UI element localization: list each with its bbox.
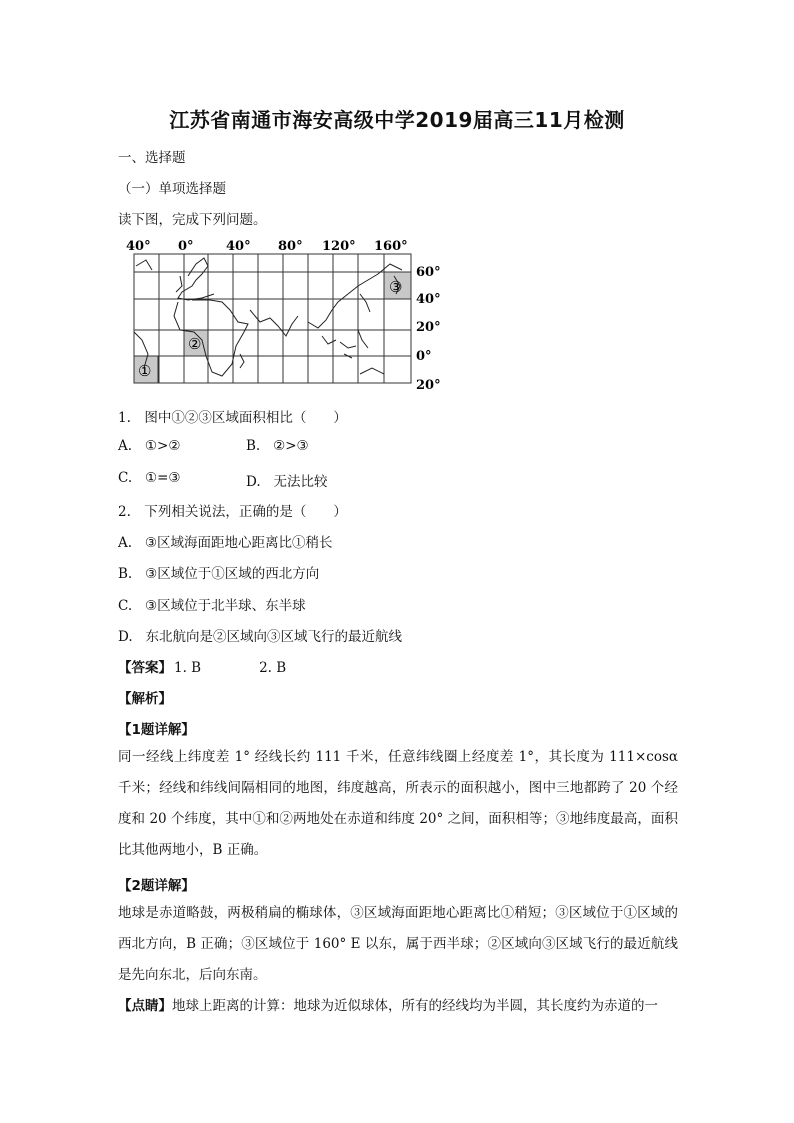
- q2-option-a: A. ③区域海面距地心距离比①稍长: [118, 535, 333, 551]
- region-3-label: ③: [389, 278, 403, 296]
- q2-option-c: C. ③区域位于北半球、东半球: [118, 598, 306, 614]
- continent-outlines: [134, 258, 402, 376]
- detail-2-heading: 【2题详解】: [118, 878, 195, 894]
- question-1-stem: 1. 图中①②③区域面积相比（ ）: [118, 410, 347, 426]
- section-heading: 一、选择题: [118, 150, 186, 166]
- tip-heading: 【点睛】: [118, 998, 172, 1014]
- q1-option-b: B. ②>③: [246, 438, 309, 454]
- answer-label: 【答案】: [118, 660, 172, 676]
- q2-option-b: B. ③区域位于①区域的西北方向: [118, 566, 320, 582]
- lon-label-40e: 40°: [226, 239, 251, 254]
- q1-option-d: D. 无法比较: [246, 474, 328, 490]
- lon-label-0: 0°: [178, 239, 194, 254]
- region-1-label: ①: [138, 362, 152, 380]
- detail-1-heading: 【1题详解】: [118, 722, 195, 738]
- subsection-heading: （一）单项选择题: [118, 181, 226, 197]
- lon-label-120e: 120°: [322, 239, 356, 254]
- q1-option-a: A. ①>②: [118, 438, 181, 454]
- lat-label-60n: 60°: [416, 265, 441, 280]
- detail-2-text: 地球是赤道略鼓，两极稍扁的椭球体，③区域海面距地心距离比①稍短；③区域位于①区域的西北方向，B 正确；③区域位于 160° E 以东，属于西半球；②区域向③区域飞行的最近航线是先向东北，后向东南。: [118, 905, 678, 983]
- question-2-stem: 2. 下列相关说法，正确的是（ ）: [118, 504, 347, 520]
- q1-option-c: C. ①=③: [118, 470, 181, 486]
- answer-2: 2. B: [259, 660, 287, 676]
- lat-label-40n: 40°: [416, 292, 441, 307]
- tip-text: 地球上距离的计算：地球为近似球体，所有的经线均为半圆，其长度约为赤道的一: [172, 998, 658, 1014]
- lon-label-40w: 40°: [126, 239, 151, 254]
- tip-paragraph: [118, 991, 678, 1022]
- page-title: 江苏省南通市海安高级中学2019届高三11月检测: [169, 108, 625, 132]
- answer-line: [118, 656, 286, 676]
- q2-option-d: D. 东北航向是②区域向③区域飞行的最近航线: [118, 629, 403, 645]
- lon-label-80e: 80°: [278, 239, 303, 254]
- grid-map-figure: [122, 236, 452, 396]
- analysis-heading: 【解析】: [118, 691, 172, 707]
- lat-label-0: 0°: [416, 349, 432, 364]
- lat-label-20n: 20°: [416, 320, 441, 335]
- grid-map-svg: [122, 236, 452, 396]
- detail-1-text: 同一经线上纬度差 1° 经线长约 111 千米，任意纬线圈上经度差 1°，其长度为 111×cosα 千米；经线和纬线间隔相同的地图，纬度越高，所表示的面积越小，图中三地都跨了 20 个经度和 20 个纬度，其中①和②两地处在赤道和纬度 20° 之间，面积相等；③地纬度最高，面积比其他两地小，B 正确。: [118, 749, 678, 858]
- lon-label-160e: 160°: [374, 239, 408, 254]
- answer-1: 1. B: [174, 660, 202, 676]
- question-intro: 读下图，完成下列问题。: [118, 212, 267, 228]
- region-2-label: ②: [188, 335, 202, 353]
- lat-label-20s: 20°: [416, 378, 441, 393]
